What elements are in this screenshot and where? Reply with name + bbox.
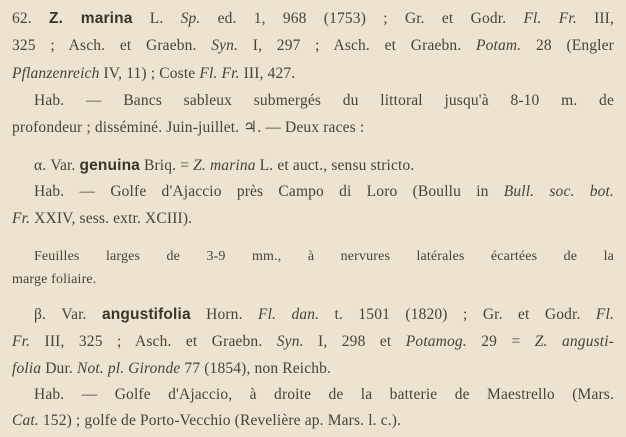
entry-line-2: 325 ; Asch. et Graebn. Syn. I, 297 ; Asch. et Graebn. Potam. 28 (Engler [12, 37, 614, 54]
species-name: Z. marina [49, 10, 133, 27]
variety-beta-line-1: β. Var. angustifolia Horn. Fl. dan. t. 1501 (1820) ; Gr. et Godr. Fl. [34, 306, 614, 323]
variety-name: angustifolia [101, 306, 191, 323]
variety-name: genuina [79, 157, 140, 174]
variety-beta-habitat-2: Cat. 152) ; golfe de Porto-Vecchio (Revelière ap. Mars. l. c.). [12, 412, 402, 429]
variety-alpha-line-1: α. Var. genuina Briq. = Z. marina L. et auct., sensu stricto. [34, 157, 415, 174]
entry-number: 62. [12, 10, 32, 27]
habitat-line-2: profondeur ; disséminé. Juin-juillet. ♃. — Deux races : [12, 119, 365, 136]
variety-beta-line-2: Fr. III, 325 ; Asch. et Graebn. Syn. I, 298 et Potamog. 29 = Z. angusti- [12, 333, 614, 350]
ref-title: Fl. Fr. [199, 65, 240, 82]
note-line-2: marge foliaire. [12, 272, 97, 287]
ref-title: Pflanzenreich [12, 65, 100, 82]
entry-line-1: 62. Z. marina L. Sp. ed. 1, 968 (1753) ; Gr. et Godr. Fl. Fr. III, [12, 10, 615, 27]
habitat-line-1: Hab. — Bancs sableux submergés du littoral jusqu'à 8-10 m. de [34, 92, 614, 109]
ref-title: Syn. [211, 37, 239, 54]
variety-beta-habitat-1: Hab. — Golfe d'Ajaccio, à droite de la batterie de Maestrello (Mars. [34, 386, 614, 403]
variety-alpha-habitat-2: Fr. XXIV, sess. extr. XCIII). [12, 210, 193, 227]
variety-alpha-habitat-1: Hab. — Golfe d'Ajaccio près Campo di Loro (Boullu in Bull. soc. bot. [34, 183, 614, 200]
variety-beta-line-3: folia Dur. Not. pl. Gironde 77 (1854), non Reichb. [12, 360, 332, 377]
note-line-1: Feuilles larges de 3-9 mm., à nervures latérales écartées de la [34, 249, 614, 264]
ref-title: Fl. Fr. [523, 10, 577, 27]
entry-line-3: Pflanzenreich IV, 11) ; Coste Fl. Fr. III, 427. [12, 65, 296, 82]
ref-title: Bull. soc. bot. [503, 183, 614, 200]
ref-title: Sp. [180, 10, 201, 27]
ref-title: Potam. [476, 37, 522, 54]
